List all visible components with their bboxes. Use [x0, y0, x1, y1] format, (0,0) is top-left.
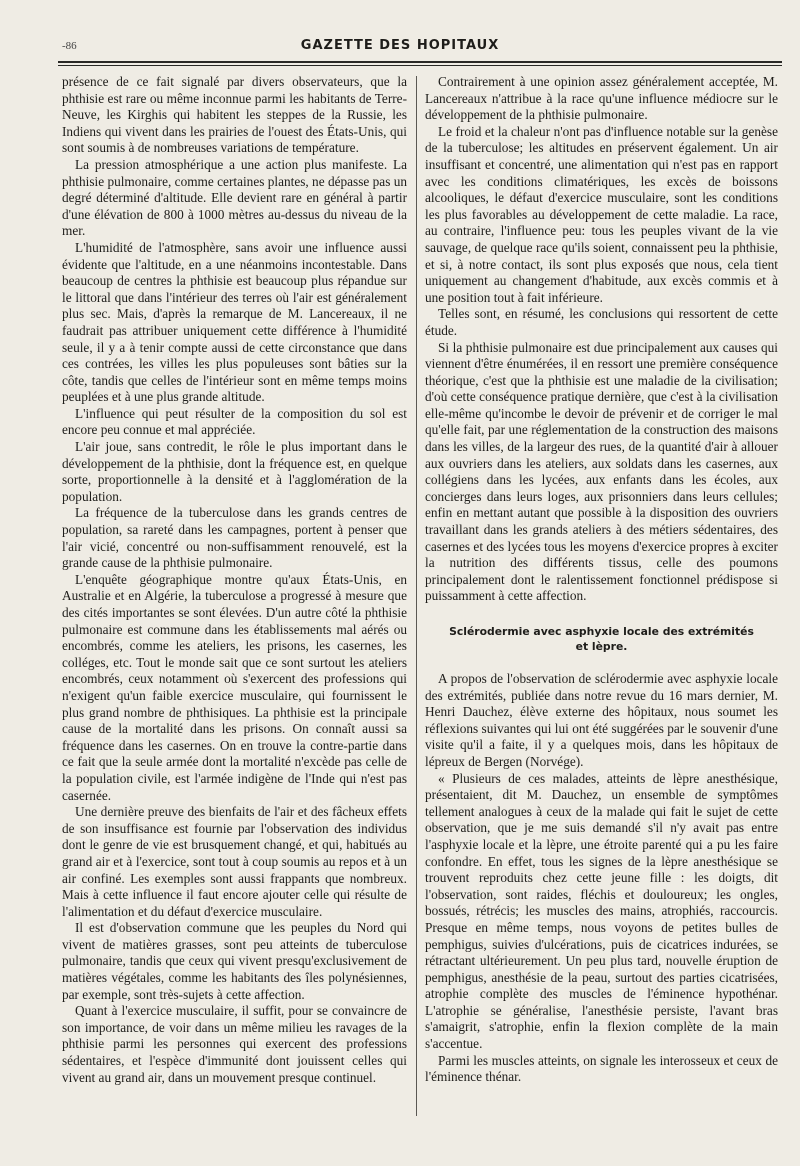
running-title: GAZETTE DES HOPITAUX: [300, 38, 500, 53]
paragraph: La fréquence de la tuberculose dans les grands centres de population, sa rareté dans les campagnes, portent à penser que l'air vicié, concentré ou non-suffisamment renouvelé, est la grande cause de la phthisie pulmonaire.: [62, 505, 407, 571]
paragraph: A propos de l'observation de sclérodermie avec asphyxie locale des extrémités, publiée dans notre revue du 16 mars dernier, M. Henri Dauchez, élève externe des hôpitaux, nous soumet les réflexions suivantes qui lui ont été suggérées par le souvenir d'une visite qu'il a faite, il y a quelques mois, dans les hôpitaux de lépreux de Bergen (Norvége).: [425, 671, 778, 769]
paragraph: Le froid et la chaleur n'ont pas d'influence notable sur la genèse de la tuberculose; les altitudes en préservent également. Un air insuffisant et concentré, une alimentation qui n'est pas en rapport avec les conditions climatériques, les excès de boissons alcooliques, le défaut d'exercice musculaire, sont les conditions les plus favorables au développement de cette maladie. La race, au contraire, l'influence peu: tous les peuples vivant de la vie sauvage, de quelque race qu'ils soient, connaissent peu la phthisie, et si, à notre contact, ils sont plus exposés que nous, cela tient uniquement au changement d'habitude, aux excès commis et à une position tout à fait inférieure.: [425, 123, 778, 305]
paragraph: Une dernière preuve des bienfaits de l'air et des fâcheux effets de son insuffisance est fournie par l'observation des individus dont le genre de vie est brusquement changé, et qui, habitués au grand air et à l'exercice, sont tout à coup soumis au repos et à un air confiné. Les exemples sont aussi frappants que nombreux. Mais à cette influence il faut encore ajouter celle qui résulte de l'alimentation et du défaut d'exercice musculaire.: [62, 804, 407, 919]
paragraph: L'humidité de l'atmosphère, sans avoir une influence aussi évidente que l'altitude, en a une néanmoins incontestable. Dans beaucoup de centres la phthisie est beaucoup plus répandue sur le littoral que dans l'intérieur des terres où l'air est généralement plus sec. Mais, d'après la remarque de M. Lancereaux, il ne faudrait pas attribuer uniquement cette différence à l'humidité seule, il y a à tenir compte aussi de cette circonstance que dans ces contrées, les villes les plus populeuses sont bâties sur la côte, tandis que celles de l'intérieur sont en même temps moins peuplées et à une plus grande altitude.: [62, 239, 407, 405]
paragraph: Si la phthisie pulmonaire est due principalement aux causes qui viennent d'être énumérées, il en ressort une première conséquence théorique, c'est que la phthisie est une maladie de la civilisation; d'où cette conséquence pratique dernière, que c'est à la civilisation elle-même qu'incombe le devoir de prévenir et de corriger le mal qu'elle fait, par une réglementation de la construction des maisons dans les villes, de la largeur des rues, de la quantité d'air à allouer aux ouvriers dans les ateliers, aux soldats dans les casernes, aux collégiens dans les lycées, aux enfants dans les écoles, aux concierges dans leurs loges, aux prisonniers dans leurs cellules; enfin en mettant autant que possible à la disposition des ouvriers travaillant dans les grands ateliers à des métiers sédentaires, des casernes et des lycées tous les moyens d'exercice propres à exciter la nutrition des différents tissus, celle des poumons principalement dont le ralentissement fonctionnel prédispose si puissamment à cette affection.: [425, 339, 778, 604]
paragraph: Quant à l'exercice musculaire, il suffit, pour se convaincre de son importance, de voir dans un même milieu les ravages de la phthisie parmi les personnes qui exercent des professions sédentaires, et l'espèce d'immunité dont jouissent celles qui vivent au grand air, dans un mouvement presque continuel.: [62, 1003, 407, 1085]
paragraph: présence de ce fait signalé par divers observateurs, que la phthisie est rare ou même inconnue parmi les habitants de Terre-Neuve, les Kirghis qui habitent les steppes de la Russie, les Indiens qui vivent dans les prairies de l'ouest des États-Unis, qui sont soumis à de nombreuses variations de température.: [62, 74, 407, 156]
section-heading: Sclérodermie avec asphyxie locale des extrémités et lèpre.: [449, 625, 754, 653]
paragraph: « Plusieurs de ces malades, atteints de lèpre anesthésique, présentaient, dit M. Dauchez, un ensemble de symptômes tellement analogues à ceux de la malade qui fait le sujet de cette observation, que je me suis demandé s'il n'y avait pas entre l'asphyxie locale et la lèpre, une étroite parenté qui a pu les faire confondre. En effet, tous les signes de la lèpre anesthésique se trouvent reproduits chez cette jeune fille : les doigts, dit l'observation, sont raides, fléchis et douloureux; les ongles, bossués, rétrécis; les muscles des mains, atrophiés, raccourcis. Presque en même temps, nous voyons de petites bulles de pemphigus, suivies d'ulcérations, puis de cicatrices indurées, se rétractant ultérieurement. Un peu plus tard, nouvelle éruption de pemphigus, anesthésie de la peau, surtout des parties cicatrisées, atrophie complète des muscles de l'éminence hypothénar. L'atrophie se généralise, l'anesthésie persiste, l'avant bras s'amaigrit, s'atrophie, enfin la flexion complète de la main s'accentue.: [425, 770, 778, 1052]
paragraph: Contrairement à une opinion assez généralement acceptée, M. Lancereaux n'attribue à la race qu'une influence médiocre sur le développement de la phthisie pulmonaire.: [425, 74, 778, 123]
paragraph: Parmi les muscles atteints, on signale les interosseux et ceux de l'éminence thénar.: [425, 1052, 778, 1085]
page-number: -86: [62, 40, 77, 52]
column-divider: [416, 76, 417, 1116]
paragraph: L'influence qui peut résulter de la composition du sol est encore peu connue et mal appréciée.: [62, 405, 407, 438]
left-column: [62, 74, 407, 1086]
paragraph: Il est d'observation commune que les peuples du Nord qui vivent de matières grasses, sont peu atteints de tuberculose pulmonaire, tandis que ceux qui vivent presqu'exclusivement de matières végétales, comme les habitants des îles polynésiennes, par exemple, sont très-sujets à cette affection.: [62, 920, 407, 1002]
paragraph: Telles sont, en résumé, les conclusions qui ressortent de cette étude.: [425, 306, 778, 338]
paragraph: L'enquête géographique montre qu'aux États-Unis, en Australie et en Algérie, la tuberculose a progressé à mesure que des cités importantes se sont élevées. D'un autre côté la phthisie pulmonaire est commune dans les établissements mal aérés ou encombrés, comme les ateliers, les prisons, les casernes, les colléges, etc. Tout le monde sait que ce sont surtout les ateliers encombrés, ceux notamment où s'exercent des professions qui n'exigent qu'un faible exercice musculaire, qui fournissent le plus grand nombre de phthisiques. La phthisie est la principale cause de la mortalité dans les prisons. On connaît aussi sa fréquence dans les casernes. On en trouve la contre-partie dans ce fait que la seule armée dont la mortalité n'excède pas celle de la population civile, est l'armée indigène de l'Inde qui n'est pas casernée.: [62, 571, 407, 803]
right-column: [425, 74, 778, 1086]
header-rule-thin: [58, 65, 782, 66]
header-rule-thick: [58, 61, 782, 63]
paragraph: L'air joue, sans contredit, le rôle le plus important dans le développement de la phthisie, dont la fréquence est, en quelque sorte, proportionnelle à la densité et à l'agglomération de la population.: [62, 439, 407, 504]
paragraph: La pression atmosphérique a une action plus manifeste. La phthisie pulmonaire, comme certaines plantes, ne dépasse pas un degré déterminé d'altitude. Elle devient rare en général à partir d'une élévation de 800 à 1000 mètres au-dessus du niveau de la mer.: [62, 156, 407, 239]
